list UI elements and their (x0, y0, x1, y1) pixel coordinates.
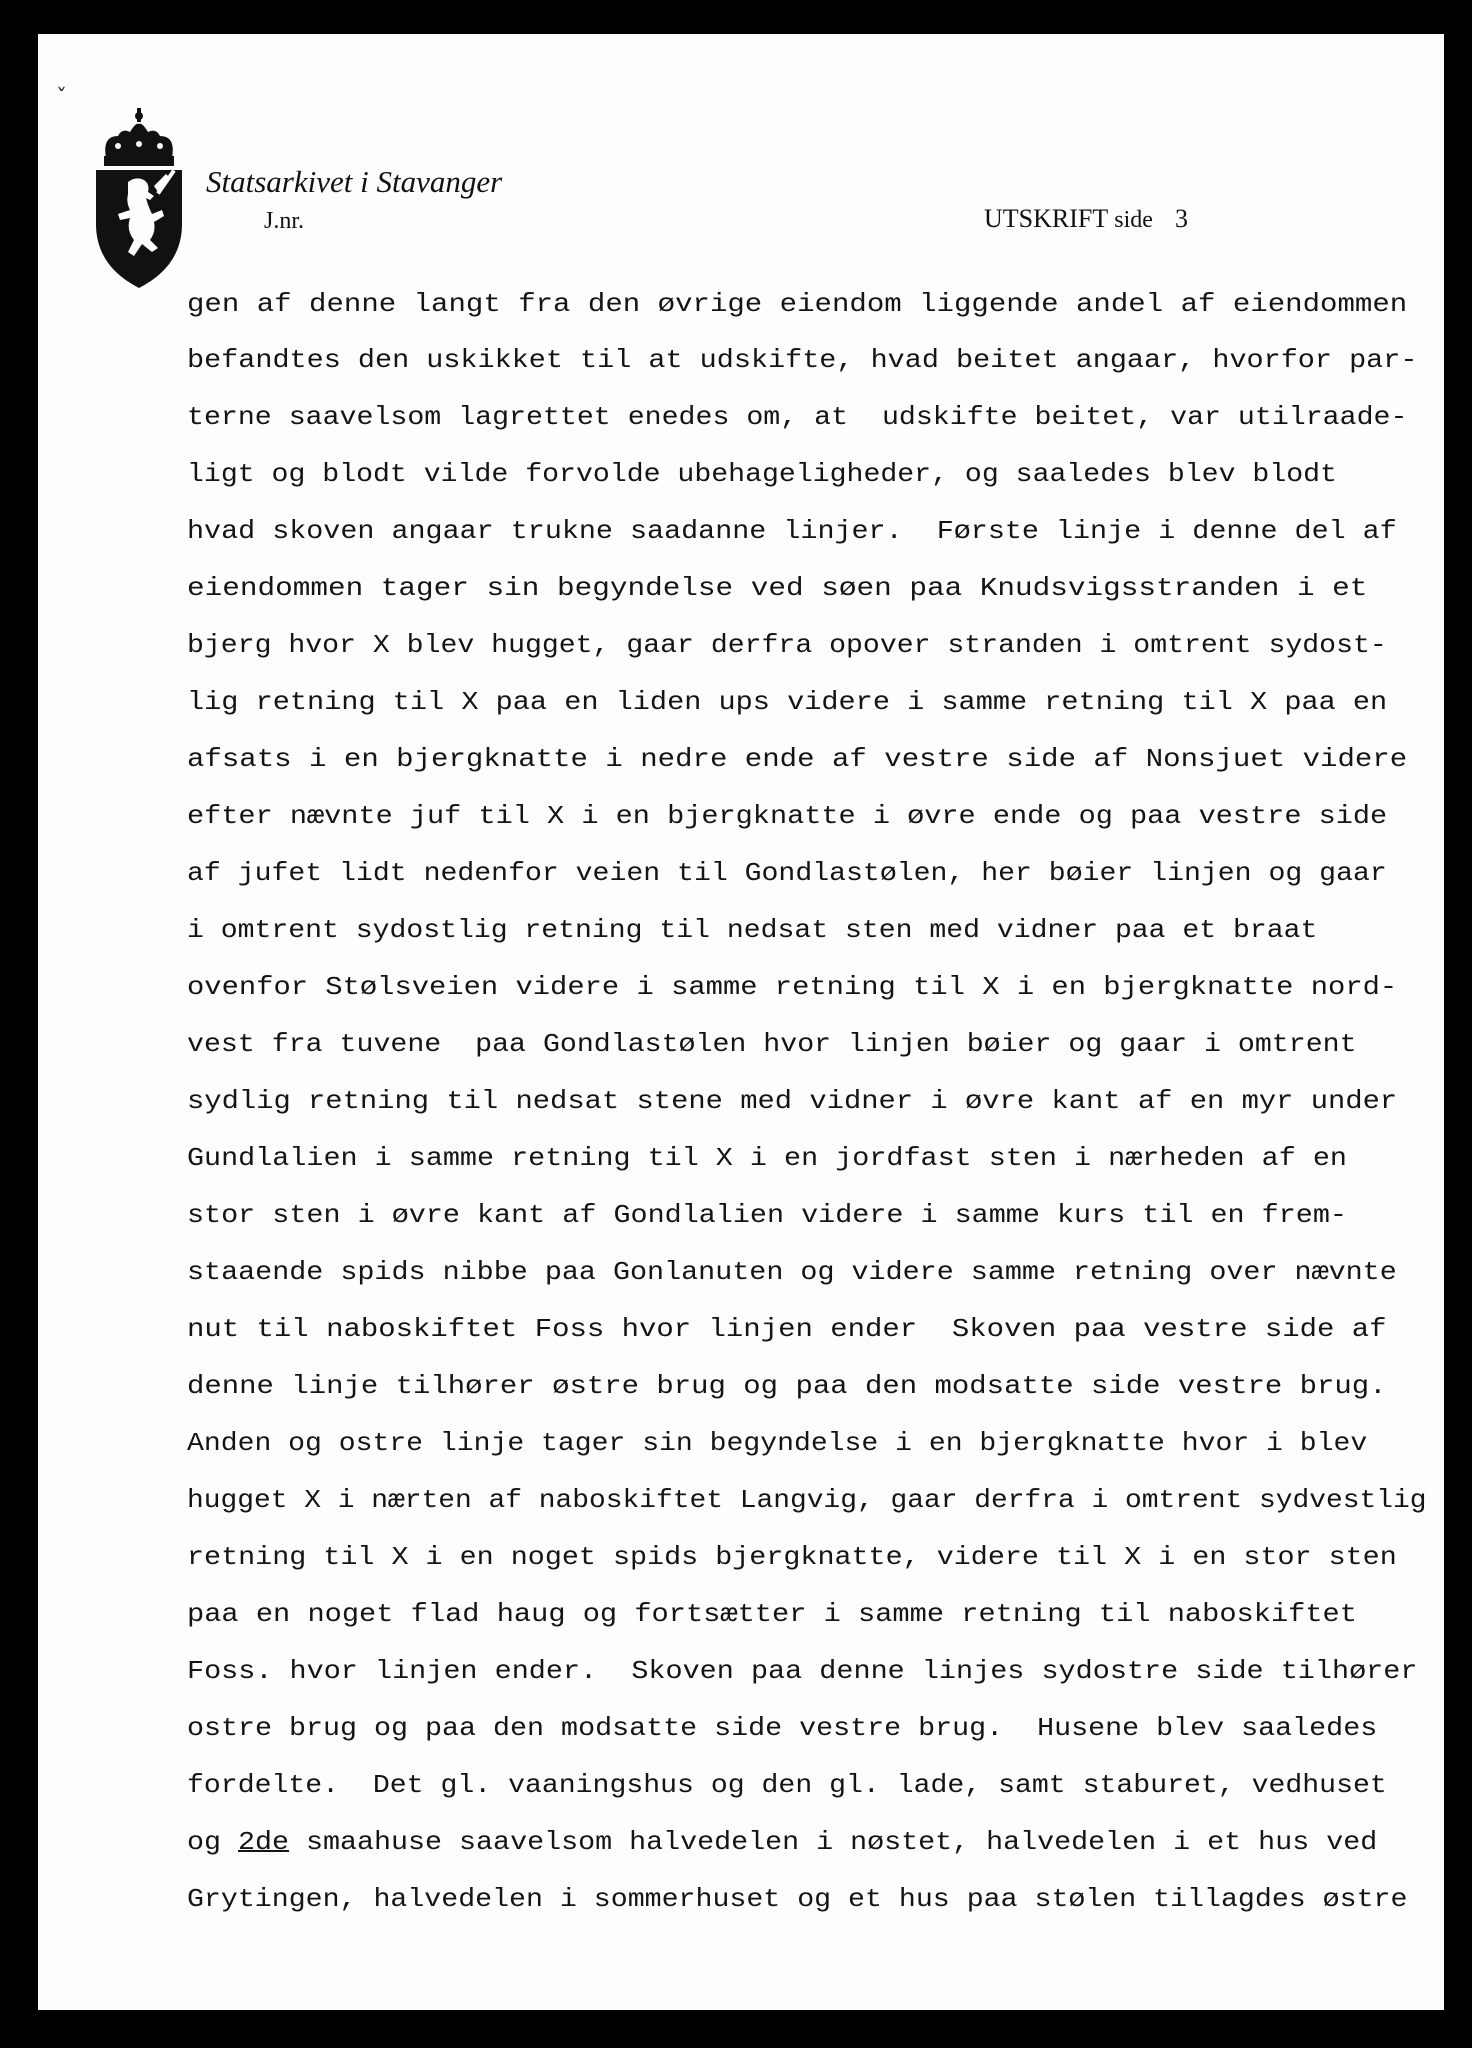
transcript-page-label (984, 204, 1188, 234)
coat-of-arms-icon (92, 106, 186, 290)
text-line: gen af denne langt fra den øvrige eiendom liggende andel af eiendommen (187, 289, 1408, 319)
text-line: Foss. hvor linjen ender. Skoven paa denne linjes sydostre side tilhører (187, 1656, 1418, 1686)
text-line: bjerg hvor X blev hugget, gaar derfra opover stranden i omtrent sydost- (187, 630, 1387, 660)
text-line: ovenfor Stølsveien videre i samme retning til X i en bjergknatte nord- (187, 972, 1398, 1002)
document-page (38, 34, 1444, 2010)
text-line: vest fra tuvene paa Gondlastølen hvor linjen bøier og gaar i omtrent (187, 1029, 1357, 1059)
text-line: lig retning til X paa en liden ups videre i samme retning til X paa en (187, 687, 1388, 717)
text-line: og 2de smaahuse saavelsom halvedelen i nøstet, halvedelen i et hus ved (187, 1827, 1378, 1857)
text-line: Gundlalien i samme retning til X i en jordfast sten i nærheden af en (187, 1143, 1347, 1173)
side-label: side (1114, 207, 1153, 233)
archive-name: Statsarkivet i Stavanger (206, 164, 503, 199)
text-line: stor sten i øvre kant af Gondlalien videre i samme kurs til en frem- (187, 1200, 1347, 1230)
text-line: ligt og blodt vilde forvolde ubehageligheder, og saaledes blev blodt (187, 459, 1337, 489)
text-line: paa en noget flad haug og fortsætter i samme retning til naboskiftet (187, 1599, 1357, 1629)
text-line: befandtes den uskikket til at udskifte, hvad beitet angaar, hvorfor par- (187, 345, 1418, 375)
margin-mark: ˇ (56, 86, 67, 111)
text-line: nut til naboskiftet Foss hvor linjen ender Skoven paa vestre side af (187, 1314, 1387, 1344)
text-line: fordelte. Det gl. vaaningshus og den gl. lade, samt staburet, vedhuset (187, 1770, 1387, 1800)
text-line: hugget X i nærten af naboskiftet Langvig, gaar derfra i omtrent sydvestlig (187, 1485, 1427, 1515)
text-line: sydlig retning til nedsat stene med vidner i øvre kant af en myr under (187, 1086, 1398, 1116)
text-line: Anden og ostre linje tager sin begyndelse i en bjergknatte hvor i blev (187, 1428, 1368, 1458)
page-number: 3 (1174, 204, 1188, 233)
text-line: i omtrent sydostlig retning til nedsat sten med vidner paa et braat (187, 915, 1318, 945)
text-line: denne linje tilhører østre brug og paa den modsatte side vestre brug. (187, 1371, 1387, 1401)
text-line: af jufet lidt nedenfor veien til Gondlastølen, her bøier linjen og gaar (187, 858, 1387, 888)
crown-icon (104, 108, 174, 166)
journal-number-label: J.nr. (264, 208, 305, 234)
text-line: eiendommen tager sin begyndelse ved søen paa Knudsvigsstranden i et (187, 573, 1368, 603)
text-line: retning til X i en noget spids bjergknatte, videre til X i en stor sten (187, 1542, 1397, 1572)
text-line: efter nævnte juf til X i en bjergknatte i øvre ende og paa vestre side (187, 801, 1388, 831)
text-line: Grytingen, halvedelen i sommerhuset og et hus paa stølen tillagdes østre (187, 1884, 1408, 1914)
text-line: ostre brug og paa den modsatte side vestre brug. Husene blev saaledes (187, 1713, 1378, 1743)
text-line: hvad skoven angaar trukne saadanne linjer. Første linje i denne del af (187, 516, 1397, 546)
text-line: staaende spids nibbe paa Gonlanuten og videre samme retning over nævnte (187, 1257, 1397, 1287)
text-line: afsats i en bjergknatte i nedre ende af vestre side af Nonsjuet videre (187, 744, 1408, 774)
text-line: terne saavelsom lagrettet enedes om, at udskifte beitet, var utilraade- (187, 402, 1408, 432)
utskrift-label: UTSKRIFT (984, 204, 1108, 233)
